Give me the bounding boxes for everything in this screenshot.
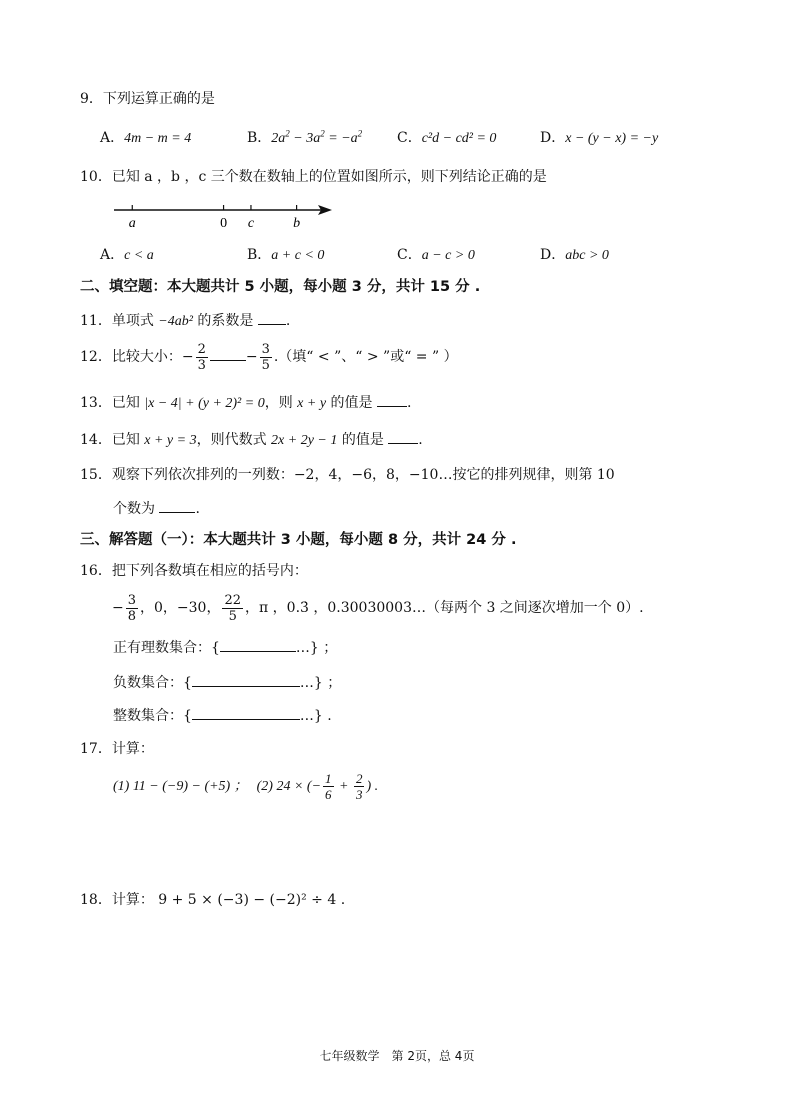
q15-answer-blank bbox=[159, 498, 195, 513]
q14-answer-blank bbox=[388, 429, 418, 444]
q16-set-positive-rational: 正有理数集合：{ …} ； bbox=[113, 637, 337, 658]
q16-fraction-1: $\frac{3}{8}$ bbox=[127, 592, 137, 624]
q10-option-a: A．c < a bbox=[100, 247, 154, 263]
number-line-label-c: c bbox=[247, 216, 255, 231]
q16-set-negative: 负数集合：{ …} ； bbox=[113, 672, 341, 693]
q18: 18．计算： 9 + 5 × (−3) − (−2)² ÷ 4 . bbox=[80, 892, 346, 908]
q10-option-b: B．a + c < 0 bbox=[247, 247, 325, 263]
q14: 14．已知 x + y = 3，则代数式 2x + 2y − 1 的值是 . bbox=[80, 429, 423, 451]
q16-blank-1 bbox=[220, 637, 296, 652]
q17-part-2: (2) 24 × (− $\frac{1}{6}$ + $\frac{2}{3}$ ) . bbox=[256, 771, 379, 803]
q13: 13．已知 |x − 4| + (y + 2)² = 0，则 x + y 的值是 . bbox=[80, 392, 411, 414]
section-3-heading: 三、解答题（一）：本大题共计 3 小题，每小题 8 分，共计 24 分 . bbox=[80, 532, 517, 548]
q12: 12．比较大小：− $\frac{2}{3}$ − $\frac{3}{5}$ .（填“ < ”、“ > ”或“ = ” ） bbox=[80, 341, 458, 373]
q16-set-integer: 整数集合：{ …} . bbox=[113, 705, 332, 726]
q9-option-c: C．c²d − cd² = 0 bbox=[397, 130, 497, 146]
q16-blank-2 bbox=[192, 672, 300, 687]
number-line-label-0: 0 bbox=[220, 216, 228, 231]
q17-part-1: (1) 11 − (−9) − (+5) ； bbox=[113, 779, 248, 794]
q16-blank-3 bbox=[192, 705, 300, 720]
q11: 11．单项式 −4ab² 的系数是 . bbox=[80, 310, 290, 332]
q15-line-1: 15．观察下列依次排列的一列数：−2，4，−6，8，−10…按它的排列规律，则第 10 bbox=[80, 467, 615, 483]
q11-answer-blank bbox=[258, 310, 286, 325]
q12-fraction-1: $\frac{2}{3}$ bbox=[197, 341, 206, 373]
q9-option-a: A．4m − m = 4 bbox=[100, 130, 192, 146]
number-line-label-a: a bbox=[128, 216, 136, 231]
q16-number-list: − $\frac{3}{8}$ ，0，−30， $\frac{22}{5}$ ，π ，0.3̇ ，0.30030003…（每两个 3 之间逐次增加一个 0）. bbox=[112, 592, 644, 624]
q16-fraction-2: $\frac{22}{5}$ bbox=[224, 592, 242, 624]
q17-stem: 17．计算： bbox=[80, 741, 154, 757]
q9-option-b: B．$2a^2 - 3a^2 = -a^2$ bbox=[247, 128, 363, 146]
q10-stem: 10．已知 a ，b ，c 三个数在数轴上的位置如图所示，则下列结论正确的是 bbox=[80, 169, 547, 185]
q17-parts bbox=[113, 769, 378, 804]
q12-answer-blank bbox=[210, 346, 246, 361]
q9-stem: 9．下列运算正确的是 bbox=[80, 91, 215, 107]
q12-fraction-2: $\frac{3}{5}$ bbox=[261, 341, 270, 373]
q13-answer-blank bbox=[377, 392, 407, 407]
q9-option-d: D．x − (y − x) = −y bbox=[540, 130, 659, 146]
q10-option-d: D．abc > 0 bbox=[540, 247, 609, 263]
q16-stem: 16．把下列各数填在相应的括号内： bbox=[80, 563, 308, 579]
number-line bbox=[110, 198, 340, 232]
number-line-label-b: b bbox=[293, 216, 301, 231]
q10-option-c: C．a − c > 0 bbox=[397, 247, 475, 263]
q15-line-2: 个数为 . bbox=[113, 498, 200, 519]
section-2-heading: 二、填空题：本大题共计 5 小题，每小题 3 分，共计 15 分 . bbox=[80, 279, 481, 295]
page-footer: 七年级数学 第 2页，总 4页 bbox=[319, 1049, 475, 1063]
